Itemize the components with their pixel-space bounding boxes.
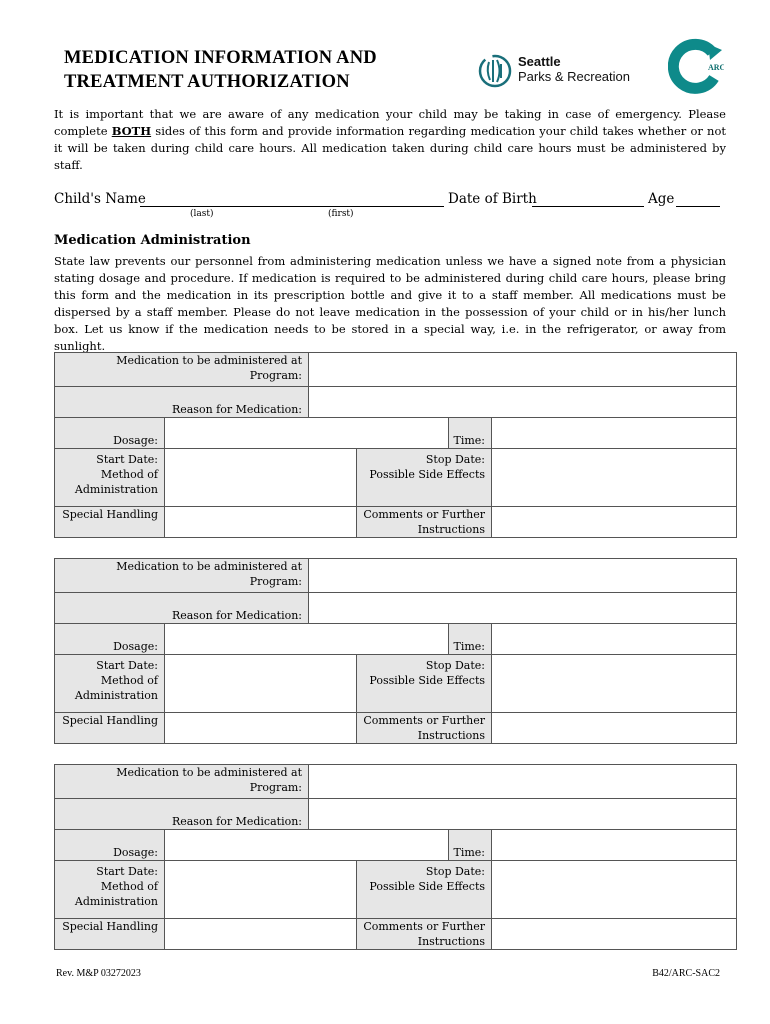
dosage-field[interactable] [165, 624, 449, 655]
intro-bold-both: BOTH [111, 124, 152, 138]
special-handling-field[interactable] [165, 919, 357, 950]
start-date-field[interactable] [165, 861, 357, 919]
dob-label: Date of Birth [448, 191, 537, 207]
dosage-field[interactable] [165, 830, 449, 861]
logo-parks-text: Parks & Recreation [518, 69, 630, 84]
start-date-field[interactable] [165, 655, 357, 713]
special-handling-field[interactable] [165, 507, 357, 538]
medication-administration-text: State law prevents our personnel from administering medication unless we have a signed note from a physician stating dosage and procedure. If medication is required to be administered during child care hours, please bring this form and the medication in its prescription bottle and give it to a staff member. All medications must be dispersed by a staff member. Please do not leave medication in the possession of your child or in his/her lunch box. Let us know if the medication needs to be stored in a special way, i.e. in the refrigerator, or away from sunlight. [54, 254, 726, 353]
special-handling-label: Special Handling [55, 507, 165, 538]
dob-field[interactable] [532, 206, 644, 207]
time-label: Time: [449, 418, 492, 449]
comments-label: Comments or Further Instructions [357, 919, 492, 950]
intro-paragraph [54, 106, 726, 174]
time-label: Time: [449, 830, 492, 861]
comments-label: Comments or Further Instructions [357, 713, 492, 744]
child-name-field[interactable] [140, 206, 444, 207]
intro-text-2: sides of this form and provide information regarding medication your child takes whether or not it will be taken during child care hours. All medication taken during child care hours must be administered by staff. [54, 124, 727, 172]
medication-label: Medication to be administered at Program: [55, 765, 309, 799]
time-field[interactable] [492, 624, 737, 655]
dosage-label: Dosage: [55, 830, 165, 861]
form-title-line1: MEDICATION INFORMATION AND [64, 48, 377, 68]
comments-field[interactable] [492, 919, 737, 950]
stop-date-label: Stop Date: Possible Side Effects [357, 449, 492, 507]
child-info-line [54, 191, 726, 213]
start-date-field[interactable] [165, 449, 357, 507]
dosage-label: Dosage: [55, 624, 165, 655]
medication-administration-heading: Medication Administration [54, 233, 251, 248]
medication-table-3 [54, 764, 737, 950]
special-handling-field[interactable] [165, 713, 357, 744]
stop-date-field[interactable] [492, 861, 737, 919]
stop-date-label: Stop Date: Possible Side Effects [357, 655, 492, 713]
seattle-wordmark [518, 54, 630, 84]
time-field[interactable] [492, 830, 737, 861]
age-label: Age [648, 191, 675, 207]
reason-field[interactable] [309, 593, 737, 624]
age-field[interactable] [676, 206, 720, 207]
seattle-parks-logo [478, 52, 638, 92]
footer-revision: Rev. M&P 03272023 [56, 968, 141, 979]
stop-date-label: Stop Date: Possible Side Effects [357, 861, 492, 919]
start-date-label: Start Date: Method of Administration [55, 655, 165, 713]
first-name-hint: (first) [328, 209, 354, 219]
intro-text-1: It is important that we are aware of any medication your child may be taking in case of emergency. Please complete [54, 107, 726, 138]
start-date-label: Start Date: Method of Administration [55, 449, 165, 507]
medication-field[interactable] [309, 559, 737, 593]
last-name-hint: (last) [190, 209, 214, 219]
reason-label: Reason for Medication: [55, 387, 309, 418]
time-label: Time: [449, 624, 492, 655]
child-name-label: Child's Name [54, 191, 146, 207]
arc-logo-text: ARC [708, 63, 724, 72]
comments-field[interactable] [492, 713, 737, 744]
reason-label: Reason for Medication: [55, 799, 309, 830]
time-field[interactable] [492, 418, 737, 449]
start-date-label: Start Date: Method of Administration [55, 861, 165, 919]
medication-table-1 [54, 352, 737, 538]
stop-date-field[interactable] [492, 655, 737, 713]
footer-form-code: B42/ARC-SAC2 [652, 968, 720, 979]
special-handling-label: Special Handling [55, 713, 165, 744]
form-title [64, 46, 444, 94]
reason-label: Reason for Medication: [55, 593, 309, 624]
comments-field[interactable] [492, 507, 737, 538]
medication-field[interactable] [309, 353, 737, 387]
medication-label: Medication to be administered at Program: [55, 559, 309, 593]
dosage-label: Dosage: [55, 418, 165, 449]
reason-field[interactable] [309, 799, 737, 830]
reason-field[interactable] [309, 387, 737, 418]
arc-circle-icon [668, 38, 724, 94]
form-title-line2: TREATMENT AUTHORIZATION [64, 72, 350, 92]
arc-logo [668, 38, 724, 94]
seattle-seal-icon [478, 52, 512, 90]
medication-label: Medication to be administered at Program: [55, 353, 309, 387]
medication-table-2 [54, 558, 737, 744]
stop-date-field[interactable] [492, 449, 737, 507]
logo-seattle-text: Seattle [518, 54, 561, 69]
medication-field[interactable] [309, 765, 737, 799]
comments-label: Comments or Further Instructions [357, 507, 492, 538]
dosage-field[interactable] [165, 418, 449, 449]
special-handling-label: Special Handling [55, 919, 165, 950]
